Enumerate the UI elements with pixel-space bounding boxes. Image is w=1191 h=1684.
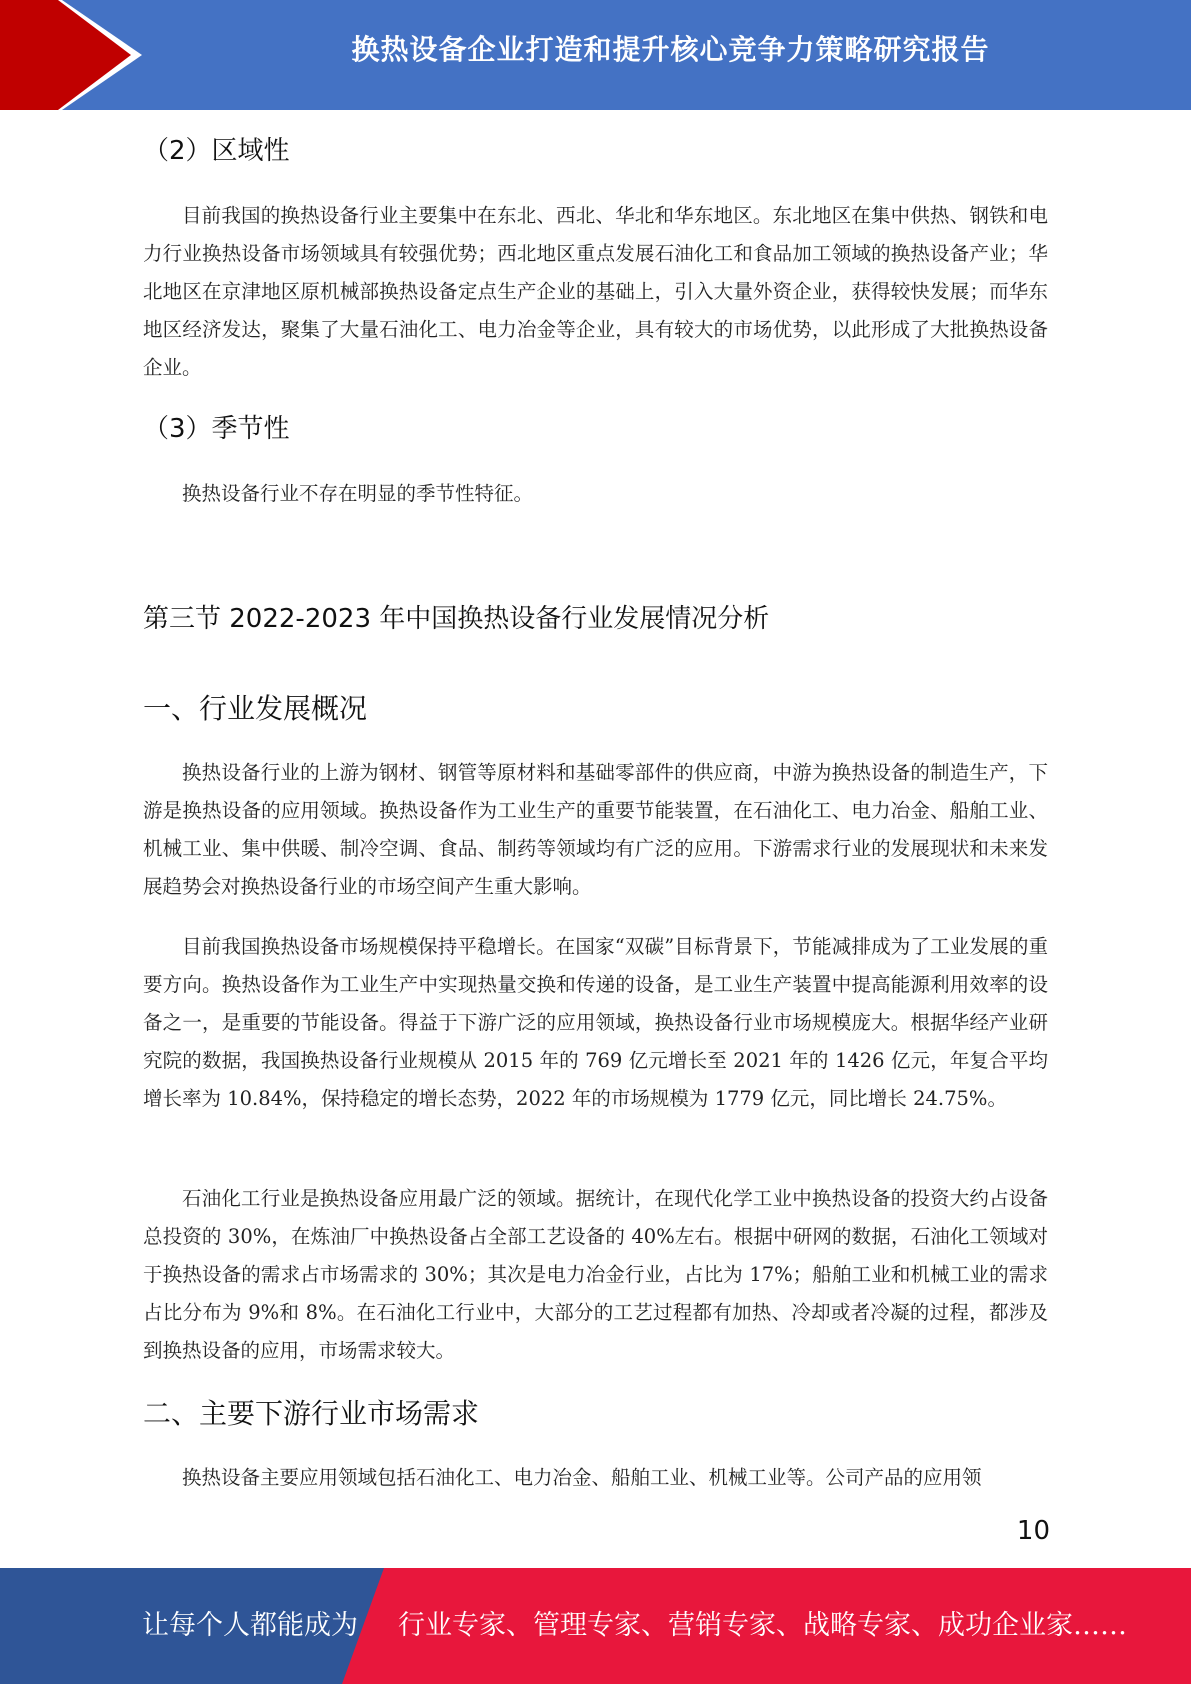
heading-downstream: 二、主要下游行业市场需求 xyxy=(143,1397,480,1430)
report-title: 换热设备企业打造和提升核心竞争力策略研究报告 xyxy=(351,33,990,66)
paragraph-regional: 目前我国的换热设备行业主要集中在东北、西北、华北和华东地区。东北地区在集中供热、钢铁和电力行业换热设备市场领域具有较强优势；西北地区重点发展石油化工和食品加工领域的换热设备产业；华北地区在京津地区原机械部换热设备定点生产企业的基础上，引入大量外资企业，获得较快发展；而华东地区经济发达，聚集了大量石油化工、电力冶金等企业，具有较大的市场优势，以此形成了大批换热设备企业。 xyxy=(143,204,1048,379)
page-header xyxy=(0,0,1191,110)
footer-slogan-left: 让每个人都能成为 xyxy=(142,1610,358,1641)
section-title: 第三节 2022-2023 年中国换热设备行业发展情况分析 xyxy=(143,604,770,634)
heading-overview: 一、行业发展概况 xyxy=(143,692,368,725)
paragraph-seasonal: 换热设备行业不存在明显的季节性特征。 xyxy=(182,482,534,505)
paragraph-overview-2: 目前我国换热设备市场规模保持平稳增长。在国家“双碳”目标背景下，节能减排成为了工业发展的重要方向。换热设备作为工业生产中实现热量交换和传递的设备，是工业生产装置中提高能源利用效率的设备之一，是重要的节能设备。得益于下游广泛的应用领域，换热设备行业市场规模庞大。根据华经产业研究院的数据，我国换热设备行业规模从 2015 年的 769 亿元增长至 2021 年的 1426 亿元，年复合平均增长率为 10.84%，保持稳定的增长态势，2022 年的市场规模为 1779 亿元，同比增长 24.75%。 xyxy=(143,935,1048,1110)
page-number: 10 xyxy=(1016,1516,1050,1546)
page-footer xyxy=(0,1568,1191,1684)
paragraph-downstream: 换热设备主要应用领域包括石油化工、电力冶金、船舶工业、机械工业等。公司产品的应用领 xyxy=(182,1466,982,1489)
heading-regional: （2）区域性 xyxy=(143,136,290,166)
paragraph-overview-1: 换热设备行业的上游为钢材、钢管等原材料和基础零部件的供应商，中游为换热设备的制造生产，下游是换热设备的应用领域。换热设备作为工业生产的重要节能装置，在石油化工、电力冶金、船舶工业、机械工业、集中供暖、制冷空调、食品、制药等领域均有广泛的应用。下游需求行业的发展现状和未来发展趋势会对换热设备行业的市场空间产生重大影响。 xyxy=(143,761,1048,898)
paragraph-overview-3: 石油化工行业是换热设备应用最广泛的领域。据统计，在现代化学工业中换热设备的投资大约占设备总投资的 30%，在炼油厂中换热设备占全部工艺设备的 40%左右。根据中研网的数据，石油化工领域对于换热设备的需求占市场需求的 30%；其次是电力冶金行业，占比为 17%；船舶工业和机械工业的需求占比分布为 9%和 8%。在石油化工行业中，大部分的工艺过程都有加热、冷却或者冷凝的过程，都涉及到换热设备的应用，市场需求较大。 xyxy=(143,1187,1048,1362)
footer-slogan-right: 行业专家、管理专家、营销专家、战略专家、成功企业家…… xyxy=(398,1610,1127,1641)
heading-seasonal: （3）季节性 xyxy=(143,414,290,444)
